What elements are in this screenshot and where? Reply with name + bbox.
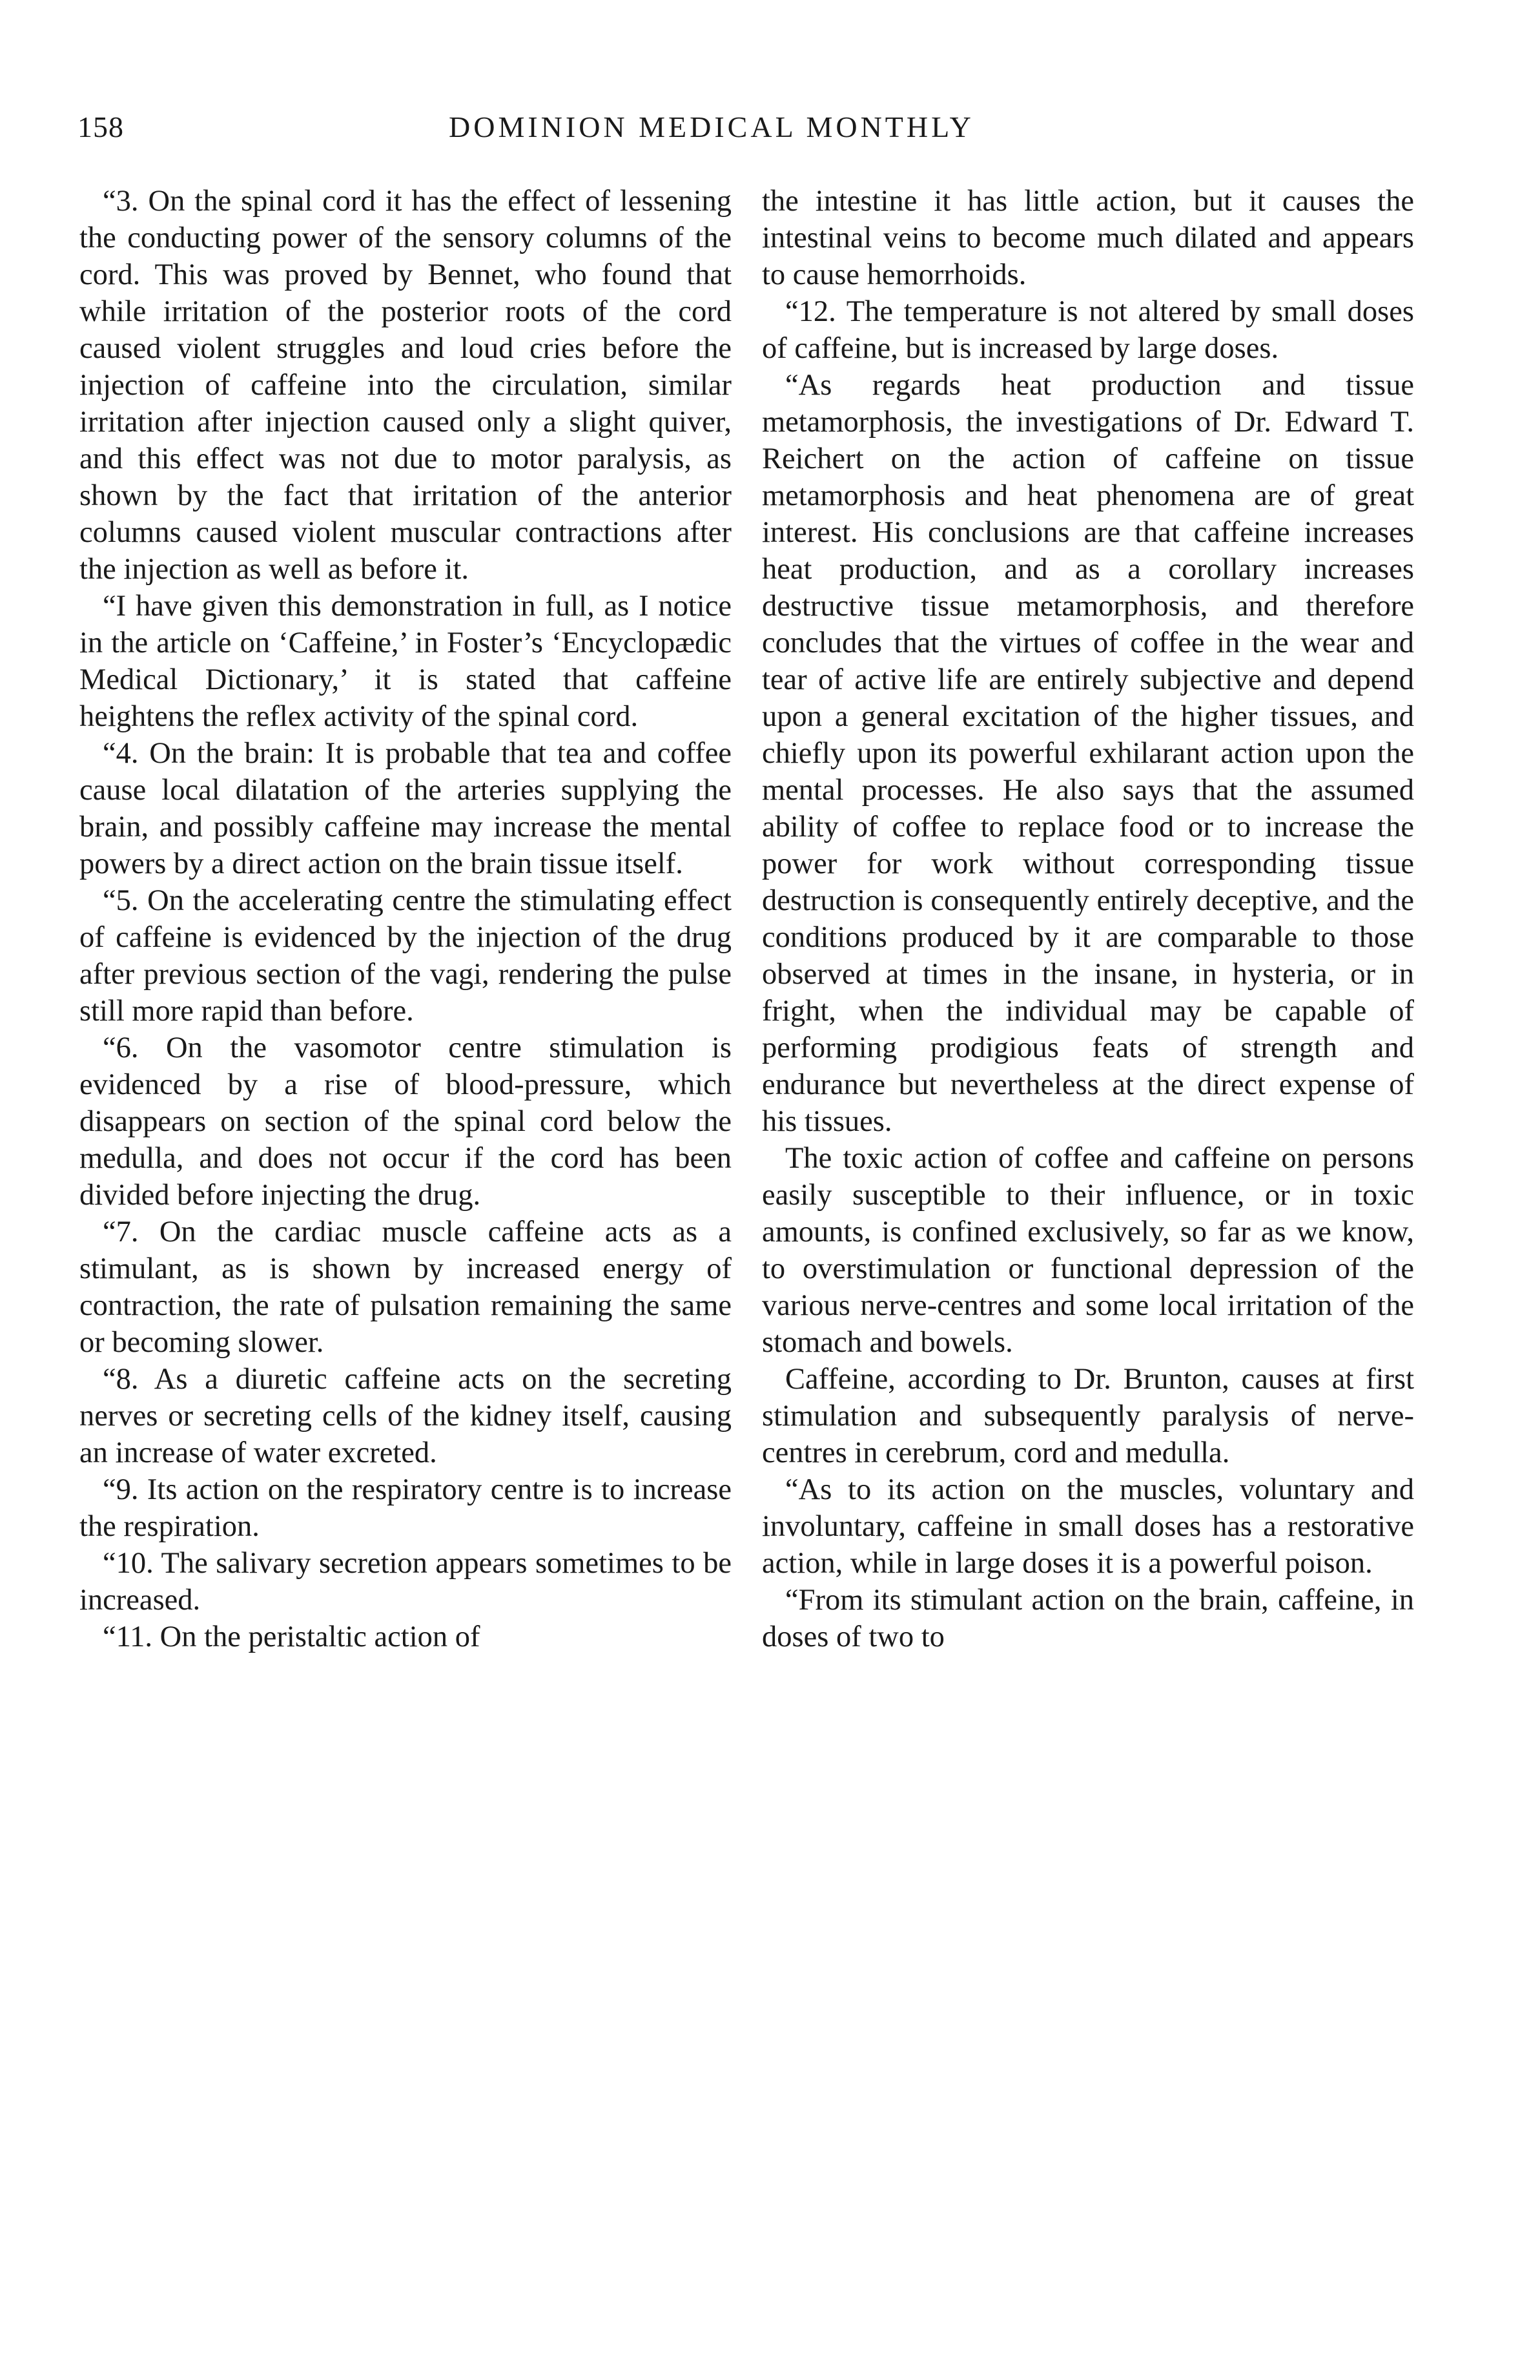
paragraph: “3. On the spinal cord it has the effect of lessening the conducting power of the sensory columns of the cord. This was proved by Bennet, who found that while irritation of the posterior roots of the cord caused violent struggles and loud cries before the injection of caffeine into the circulation, similar irritation after injection caused only a slight quiver, and this effect was not due to motor paralysis, as shown by the fact that irritation of the anterior columns caused violent muscular contractions after the injection as well as before it. (79, 185, 732, 586)
paragraph: “11. On the peristaltic action of (103, 1620, 480, 1653)
paragraph: Caffeine, according to Dr. Brunton, causes at first stimulation and subsequently paralysis of nerve-centres in cerebrum, cord and medulla. (762, 1363, 1414, 1469)
right-column (762, 183, 1414, 1655)
paragraph: “As regards heat production and tissue metamorphosis, the investigations of Dr. Edward T. Reichert on the action of caffeine on tissue metamorphosis and heat phenomena are of great interest. His conclusions are that caffeine increases heat production, and as a corollary increases destructive tissue metamorphosis, and therefore concludes that the virtues of coffee in the wear and tear of active life are entirely subjective and depend upon a general excitation of the higher tissues, and chiefly upon its powerful exhilarant action upon the mental processes. He also says that the assumed ability of coffee to replace food or to increase the power for work without corresponding tissue destruction is consequently entirely deceptive, and the conditions produced by it are comparable to those observed at times in the insane, in hysteria, or in fright, when the individual may be capable of performing prodigious feats of strength and endurance but nevertheless at the direct expense of his tissues. (762, 369, 1414, 1138)
paragraph: “As to its action on the muscles, voluntary and involuntary, caffeine in small doses has a restorative action, while in large doses it is a powerful poison. (762, 1473, 1414, 1580)
paragraph: “8. As a diuretic caffeine acts on the secreting nerves or secreting cells of the kidney itself, causing an increase of water excreted. (79, 1363, 732, 1469)
page-number: 158 (77, 110, 124, 143)
running-title: DOMINION MEDICAL MONTHLY (449, 110, 974, 143)
paragraph: “9. Its action on the respiratory centre is to increase the respiration. (79, 1473, 732, 1543)
paragraph: “4. On the brain: It is probable that tea and coffee cause local dilatation of the arteries supplying the brain, and possibly caffeine may increase the mental powers by a direct action on the brain tissue itself. (79, 737, 732, 880)
paragraph: “7. On the cardiac muscle caffeine acts as a stimulant, as is shown by increased energy of contraction, the rate of pulsation remaining the same or becoming slower. (79, 1216, 732, 1359)
paragraph: “10. The salivary secretion appears sometimes to be increased. (79, 1547, 732, 1617)
left-column (79, 183, 732, 1655)
paragraph: “6. On the vasomotor centre stimulation is evidenced by a rise of blood-pressure, which disappears on section of the spinal cord below the medulla, and does not occur if the cord has been divided before injecting the drug. (79, 1031, 732, 1212)
page-header (77, 110, 1046, 155)
paragraph: “12. The temperature is not altered by small doses of caffeine, but is increased by large doses. (762, 295, 1414, 365)
paragraph: “5. On the accelerating centre the stimulating effect of caffeine is evidenced by the injection of the drug after previous section of the vagi, rendering the pulse still more rapid than before. (79, 884, 732, 1028)
paragraph: “I have given this demonstration in full, as I notice in the article on ‘Caffeine,’ in Foster’s ‘Encyclopædic Medical Dictionary,’ it is stated that caffeine heightens the reflex activity of the spinal cord. (79, 590, 732, 733)
paragraph: The toxic action of coffee and caffeine on persons easily susceptible to their influence, or in toxic amounts, is confined exclusively, so far as we know, to overstimulation or functional depression of the various nerve-centres and some local irritation of the stomach and bowels. (762, 1142, 1414, 1359)
paragraph: “From its stimulant action on the brain, caffeine, in doses of two to (762, 1584, 1414, 1653)
paragraph-continued: the intestine it has little action, but it causes the intestinal veins to become much dilated and appears to cause hemorrhoids. (762, 185, 1414, 291)
